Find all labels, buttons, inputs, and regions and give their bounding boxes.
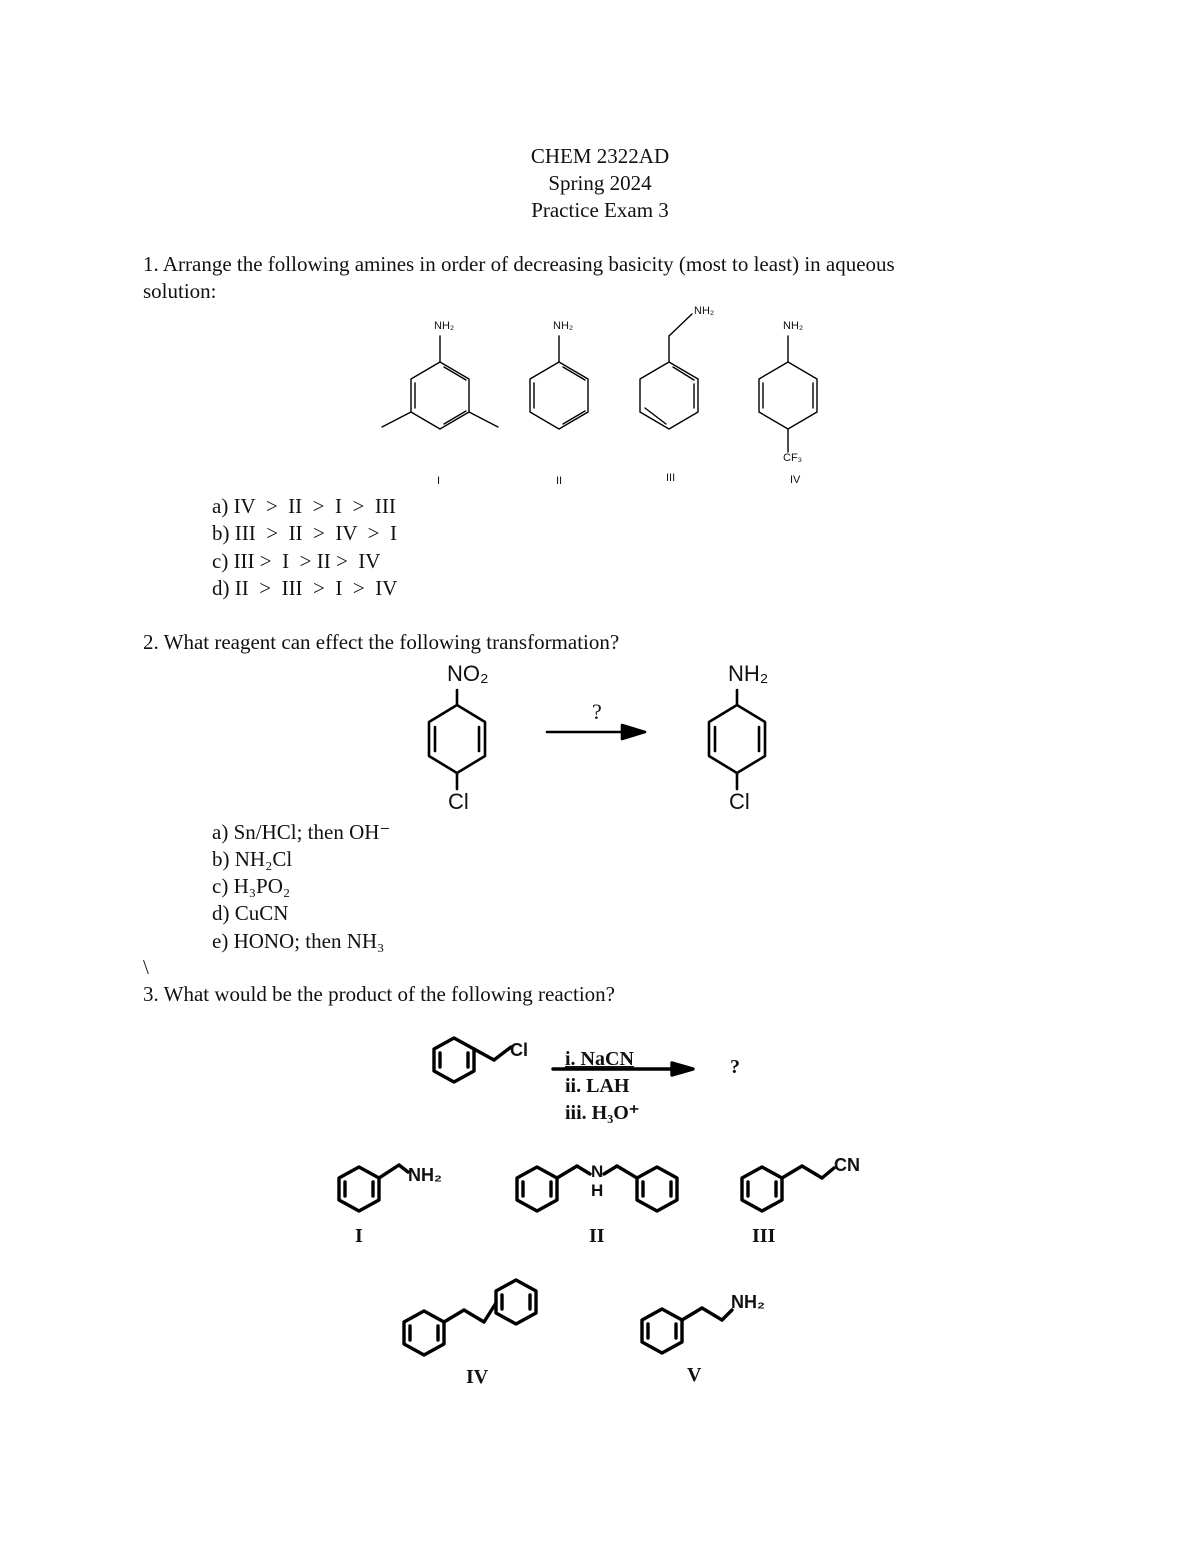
- q1-nh2-label-iii: NH₂: [694, 305, 715, 317]
- q1-roman-ii: II: [556, 475, 563, 487]
- q2-product-cl: Cl: [729, 789, 750, 814]
- stray-backslash: \: [143, 955, 149, 979]
- q3-prompt: 3. What would be the product of the following reaction?: [143, 982, 615, 1006]
- q3-answer-v-nh2: NH₂: [731, 1292, 765, 1312]
- q3-reagent-3: iii. H₃O⁺: [565, 1102, 640, 1124]
- q2-choice-e: e) HONO; then NH₃: [212, 929, 385, 953]
- q2-prompt: 2. What reagent can effect the following transformation?: [143, 630, 620, 654]
- q2-product-nh2: NH₂: [728, 661, 769, 686]
- q3-answer-label-iv: IV: [466, 1366, 489, 1388]
- q3-answer-label-i: I: [355, 1225, 363, 1247]
- q3-reactant-cl: Cl: [510, 1040, 528, 1060]
- q1-cf3-label: CF₃: [783, 452, 803, 464]
- q1-choice-c: c) III > I > II > IV: [212, 549, 381, 573]
- q1-nh2-label-i: NH₂: [434, 320, 455, 332]
- exam-title: Practice Exam 3: [531, 198, 669, 222]
- q3-answer-label-v: V: [687, 1364, 702, 1386]
- q1-choice-a: a) IV > II > I > III: [212, 494, 396, 518]
- q1-prompt-line1: 1. Arrange the following amines in order of decreasing basicity (most to least) in aqueous: [143, 252, 895, 276]
- q1-nh2-label-iv: NH₂: [783, 320, 804, 332]
- term: Spring 2024: [548, 171, 652, 195]
- q2-choice-b: b) NH₂Cl: [212, 847, 293, 871]
- q2-reactant-no2: NO₂: [447, 661, 489, 686]
- q2-arrow-label: ?: [592, 699, 602, 724]
- q2-reactant-cl: Cl: [448, 789, 469, 814]
- q2-choice-c: c) H₃PO₂: [212, 874, 291, 898]
- q3-answer-ii-n: N: [591, 1162, 604, 1181]
- q3-answer-iii-cn: CN: [834, 1155, 860, 1175]
- q1-prompt-line2: solution:: [143, 279, 217, 303]
- q3-reagent-1: i. NaCN: [565, 1048, 634, 1070]
- course-title: CHEM 2322AD: [530, 144, 670, 168]
- q3-answer-i-nh2: NH₂: [408, 1165, 442, 1185]
- q1-roman-iv: IV: [790, 474, 801, 486]
- q2-choice-d: d) CuCN: [212, 901, 289, 925]
- q3-product-mark: ?: [730, 1056, 740, 1078]
- q1-roman-iii: III: [666, 472, 676, 484]
- q3-answer-label-iii: III: [752, 1225, 776, 1247]
- q1-roman-i: I: [437, 475, 441, 487]
- q1-nh2-label-ii: NH₂: [553, 320, 574, 332]
- q1-choice-d: d) II > III > I > IV: [212, 576, 398, 600]
- q3-answer-ii-h: H: [591, 1181, 604, 1200]
- q2-choice-a: a) Sn/HCl; then OH⁻: [212, 820, 391, 844]
- q1-choice-b: b) III > II > IV > I: [212, 521, 398, 545]
- q3-answer-label-ii: II: [589, 1225, 605, 1247]
- q3-reagent-2: ii. LAH: [565, 1075, 630, 1097]
